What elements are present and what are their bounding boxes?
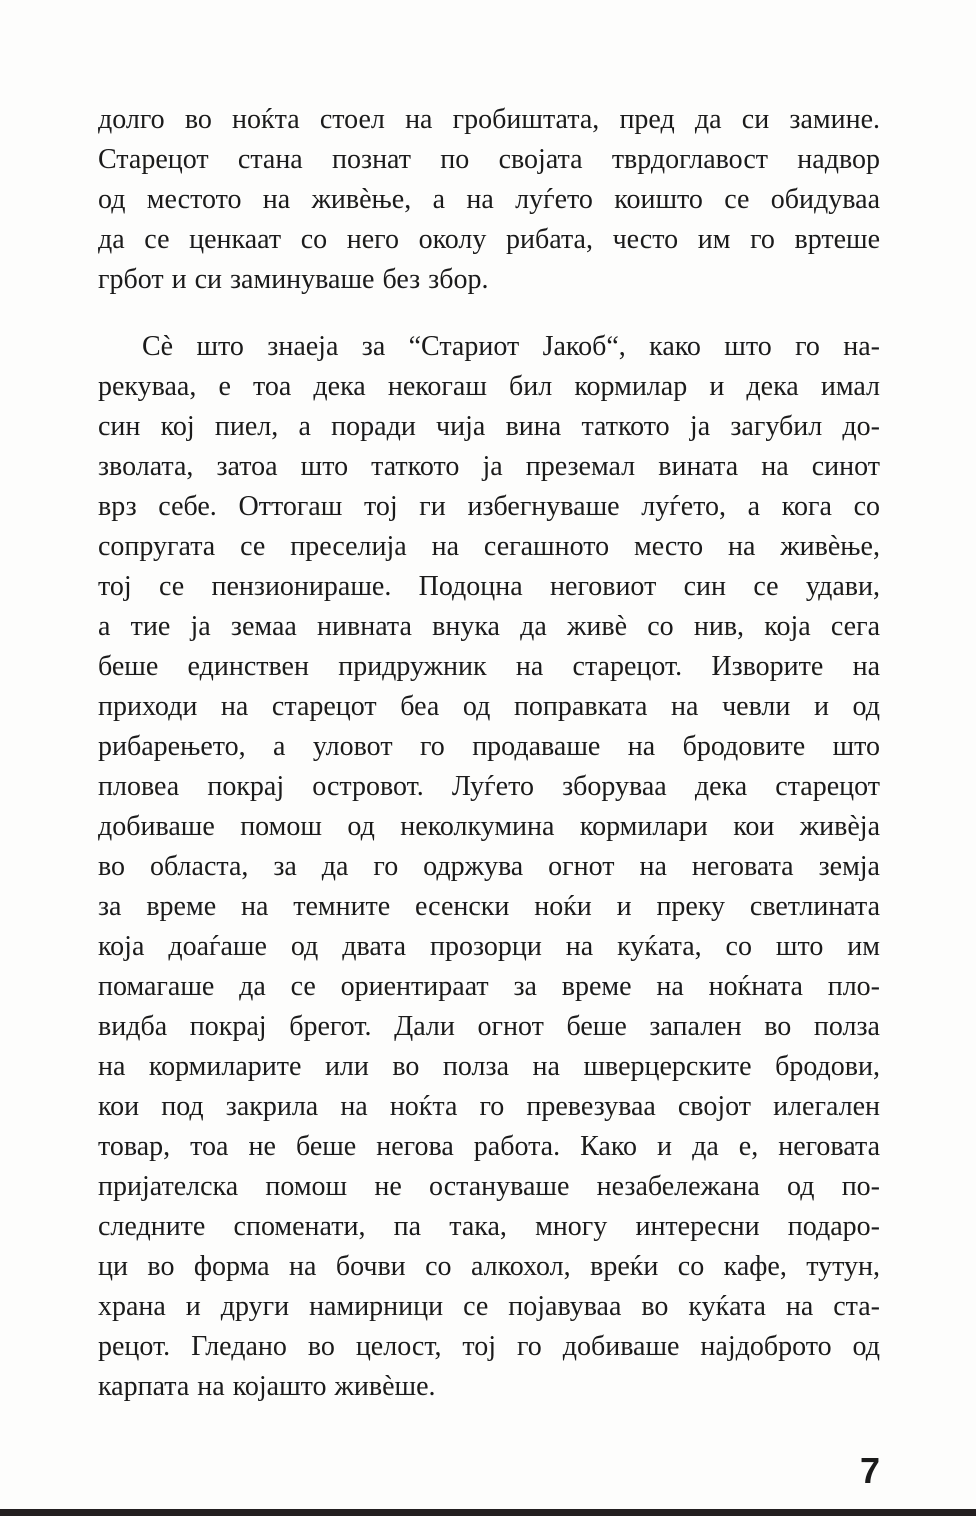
- text-line: зволата, затоа што таткото ја преземал вината на синот: [98, 451, 880, 482]
- text-line: врз себе. Оттогаш тој ги избегнуваше луѓето, а кога со: [98, 491, 880, 522]
- text-line: храна и други намирници се појавуваа во куќата на ста-: [98, 1291, 880, 1322]
- paragraph: [98, 100, 880, 300]
- text-line: да се ценкаат со него околу рибата, често им го вртеше: [98, 224, 880, 255]
- text-line: тој се пензионираше. Подоцна неговиот син се удави,: [98, 571, 880, 602]
- text-line: карпата на којашто живѐше.: [98, 1371, 436, 1402]
- text-line: беше единствен придружник на старецот. Изворите на: [98, 651, 880, 682]
- text-line: следните споменати, па така, многу интересни подаро-: [98, 1211, 880, 1242]
- page-number: 7: [859, 1450, 880, 1491]
- body-text: [98, 100, 880, 1407]
- text-line: која доаѓаше од двата прозорци на куќата, со што им: [98, 931, 880, 962]
- text-line: Сѐ што знаеја за “Стариот Јакоб“, како што го на-: [142, 331, 880, 362]
- text-line: долго во ноќта стоел на гробиштата, пред да си замине.: [98, 104, 880, 135]
- text-line: син кој пиел, а поради чија вина таткото ја загубил до-: [98, 411, 880, 442]
- text-line: Старецот стана познат по својата тврдоглавост надвор: [98, 144, 880, 175]
- text-line: пријателска помош не остануваше незабележана од по-: [98, 1171, 880, 1202]
- text-line: на кормиларите или во полза на шверцерските бродови,: [98, 1051, 880, 1082]
- text-line: рекуваа, е тоа дека некогаш бил кормилар и дека имал: [98, 371, 880, 402]
- text-line: ци во форма на бочви со алкохол, вреќи со кафе, тутун,: [98, 1251, 880, 1282]
- text-line: од местото на живѐње, а на луѓето коишто се обидуваа: [98, 184, 880, 215]
- text-line: рецот. Гледано во целост, тој го добиваше најдоброто од: [98, 1331, 880, 1362]
- paragraph: [98, 327, 880, 1407]
- text-line: помагаше да се ориентираат за време на ноќната пло-: [98, 971, 880, 1002]
- footer-bar: [0, 1509, 976, 1516]
- text-line: рибарењето, а уловот го продаваше на бродовите што: [98, 731, 880, 762]
- text-line: кои под закрила на ноќта го превезуваа својот илегален: [98, 1091, 880, 1122]
- text-line: а тие ја земаа нивната внука да живѐ со нив, која сега: [98, 611, 880, 642]
- text-line: видба покрај брегот. Дали огнот беше запален во полза: [98, 1011, 880, 1042]
- text-line: товар, тоа не беше негова работа. Како и да е, неговата: [98, 1131, 880, 1162]
- text-line: грбот и си заминуваше без збор.: [98, 264, 489, 295]
- text-line: за време на темните есенски ноќи и преку светлината: [98, 891, 880, 922]
- text-line: добиваше помош од неколкумина кормилари кои живѐја: [98, 811, 880, 842]
- text-line: приходи на старецот беа од поправката на чевли и од: [98, 691, 880, 722]
- text-line: во областа, за да го одржува огнот на неговата земја: [98, 851, 880, 882]
- text-line: пловеа покрај островот. Луѓето зборуваа дека старецот: [98, 771, 880, 802]
- text-line: сопругата се преселија на сегашното место на живѐње,: [98, 531, 880, 562]
